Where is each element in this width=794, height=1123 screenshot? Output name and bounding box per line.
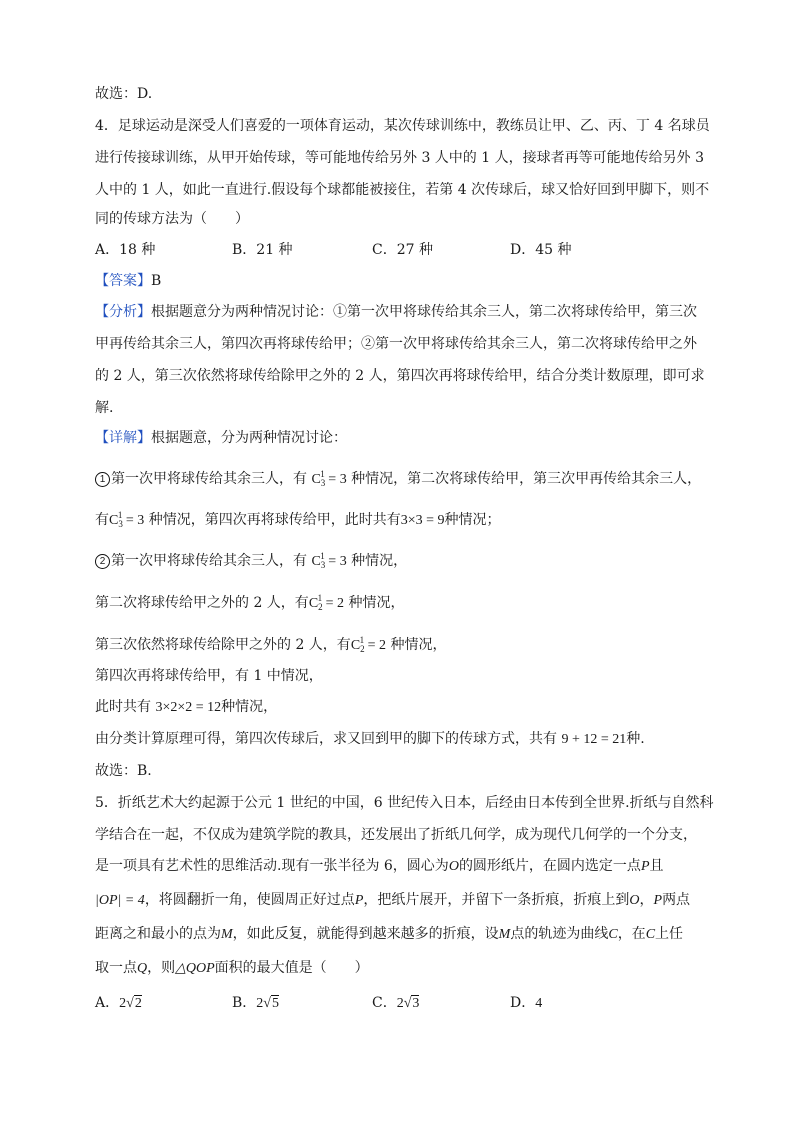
q4-analysis-line-1 — [95, 302, 697, 322]
var-c: C — [645, 927, 656, 942]
option-radicand: 2 — [134, 996, 142, 1011]
analysis-tag: 【分析】 — [95, 304, 151, 320]
combination-formula: $C_3^1 = 3$ — [311, 469, 347, 488]
q5-text: ，如此反复，就能得到越来越多的折痕，设 — [232, 926, 499, 942]
case2-text-e: 第三次依然将球传给除甲之外的 2 人，有 — [95, 637, 351, 653]
q5-stem-text-1: 折纸艺术大约起源于公元 1 世纪的中国，6 世纪传入日本，后经由日本传到全世界.折纸与自然科 — [117, 795, 714, 811]
formula-value: = 2 — [367, 638, 387, 653]
case2-text-b: 种情况， — [351, 553, 408, 569]
q5-text: 两点 — [662, 892, 691, 908]
option-label: A． — [95, 995, 120, 1011]
formula-value: = 3 — [328, 554, 347, 569]
case2-text-h: 此时共有 — [95, 699, 151, 715]
q4-answer-line — [95, 271, 161, 291]
q4-analysis-line-4: 解. — [95, 400, 114, 416]
q5-text: 且 — [649, 858, 664, 874]
q5-text: ，把纸片展开，并留下一条折痕，折痕上到 — [363, 892, 630, 908]
option-coef: 2 — [119, 996, 127, 1011]
var-o: O — [448, 859, 459, 874]
q4-detail-line — [95, 428, 347, 448]
op-length-formula: |OP| = 4 — [95, 893, 145, 908]
q5-text: ，将圆翻折一角，使圆周正好过点 — [144, 892, 355, 908]
q5-text: ， — [639, 892, 654, 908]
var-m: M — [498, 927, 511, 942]
q4-stem-text-1: 足球运动是深受人们喜爱的一项体育运动，某次传球训练中，教练员让甲、乙、丙、丁 4 名球员 — [117, 118, 710, 134]
q5-option-b — [232, 993, 279, 1014]
q5-stem-line-5 — [95, 924, 683, 945]
q5-text: 是一项具有艺术性的思维活动.现有一张半径为 6，圆心为 — [95, 858, 449, 874]
q5-number: 5． — [95, 795, 118, 811]
formula-value: = 3 — [125, 513, 145, 528]
q5-text: 取一点 — [95, 960, 137, 976]
option-label: C． — [372, 995, 397, 1011]
case2-text-c: 第二次将球传给甲之外的 2 人，有 — [95, 595, 309, 611]
detail-tag: 【详解】 — [95, 430, 151, 446]
q4-option-b: B．21 种 — [232, 242, 293, 258]
case2-text-d: 种情况， — [348, 595, 405, 611]
var-p: P — [640, 859, 650, 874]
option-radicand: 5 — [271, 996, 279, 1011]
formula-value: = 3 — [328, 472, 347, 487]
q4-final-answer: 故选：B. — [95, 763, 152, 779]
q4-analysis-line-3: 的 2 人，第三次依然将球传给除甲之外的 2 人，第四次再将球传给甲，结合分类计数原理，即可求 — [95, 368, 705, 384]
case2-line-4: 第四次再将球传给甲，有 1 中情况， — [95, 668, 323, 684]
q5-stem-line-6 — [95, 958, 369, 979]
option-coef: 2 — [256, 996, 264, 1011]
formula-value: = 2 — [325, 596, 345, 611]
sqrt-symbol: √ — [126, 996, 134, 1011]
sqrt-symbol: √ — [403, 996, 412, 1011]
q5-text: ，在 — [617, 926, 646, 942]
q4-option-a: A．18 种 — [95, 242, 156, 258]
q4-number: 4． — [95, 118, 118, 134]
var-c: C — [608, 927, 618, 942]
q4-answer: B — [151, 273, 162, 289]
q5-option-d — [510, 993, 542, 1014]
var-q: Q — [137, 961, 148, 976]
q4-stem-line-1 — [95, 116, 710, 136]
case1-text-c: 有 — [95, 512, 109, 528]
product-formula: 3×3 = 9 — [400, 513, 445, 528]
answer-tag: 【答案】 — [95, 273, 151, 289]
case1-text-a: 第一次甲将球传给其余三人，有 — [111, 471, 307, 487]
case2-text-a: 第一次甲将球传给其余三人，有 — [111, 553, 307, 569]
q5-text: ，则 — [147, 960, 176, 976]
triangle-qop: △QOP — [175, 961, 215, 976]
q5-text: 距离之和最小的点为 — [95, 926, 221, 942]
combination-formula: $C_2^1 = 2$ — [350, 635, 387, 654]
q4-stem-line-3: 人中的 1 人，如此一直进行.假设每个球都能被接住，若第 4 次传球后，球又恰好回到甲脚下，则不 — [95, 182, 710, 198]
q5-stem-line-4 — [95, 890, 690, 911]
circled-number-2: 2 — [95, 554, 110, 569]
q5-stem-line-1 — [95, 793, 714, 813]
circled-number-1: 1 — [95, 472, 110, 487]
case2-line-2 — [95, 588, 405, 617]
sqrt-symbol: √ — [263, 996, 271, 1011]
option-label: D． — [510, 995, 536, 1011]
q5-stem-line-3 — [95, 856, 664, 877]
var-o: O — [629, 893, 640, 908]
q4-stem-line-2: 进行传接球训练，从甲开始传球，等可能地传给另外 3 人中的 1 人，接球者再等可能地传给另外 3 — [95, 150, 704, 166]
case2-text-k: 种. — [626, 731, 645, 747]
prev-answer: 故选：D. — [95, 86, 153, 102]
combination-formula: $C_3^1 = 3$ — [311, 551, 347, 570]
case1-text-e: 种情况； — [444, 512, 501, 528]
q4-option-d: D．45 种 — [510, 242, 572, 258]
var-p: P — [653, 893, 663, 908]
case1-text-b: 种情况，第二次将球传给甲，第三次甲再传给其余三人， — [351, 471, 702, 487]
combination-formula: $C_2^1 = 2$ — [308, 593, 345, 612]
case2-text-f: 种情况， — [390, 637, 447, 653]
sum-formula: 9 + 12 = 21 — [561, 732, 627, 747]
case1-line-2 — [95, 505, 501, 534]
q4-analysis-line-2: 甲再传给其余三人，第四次再将球传给甲；②第一次甲将球传给其余三人，第二次将球传给甲之外 — [95, 336, 697, 352]
case2-line-1 — [95, 546, 407, 575]
var-m: M — [221, 927, 233, 942]
q5-option-a — [95, 993, 142, 1014]
combination-formula: $C_3^1 = 3$ — [109, 510, 145, 529]
q4-detail-intro: 根据题意，分为两种情况讨论： — [151, 430, 347, 446]
q4-stem-line-4: 同的传球方法为（ ） — [95, 211, 249, 227]
case2-line-5 — [95, 697, 277, 718]
q5-text: 面积的最大值是（ ） — [214, 960, 369, 976]
product-formula: 3×2×2 = 12 — [155, 700, 222, 715]
option-coef: 4 — [535, 996, 543, 1011]
q5-text: 的圆形纸片，在圆内选定一点 — [458, 858, 641, 874]
q5-option-c — [372, 993, 419, 1014]
q5-stem-line-2: 学结合在一起，不仅成为建筑学院的教具，还发展出了折纸几何学，成为现代几何学的一个分支， — [95, 827, 697, 843]
case1-text-d: 种情况，第四次再将球传给甲，此时共有 — [148, 512, 401, 528]
case2-line-6 — [95, 729, 645, 750]
case1-line-1 — [95, 464, 701, 493]
option-label: B． — [232, 995, 257, 1011]
q5-text: 点的轨迹为曲线 — [510, 926, 609, 942]
option-coef: 2 — [396, 996, 404, 1011]
var-p: P — [354, 893, 364, 908]
case2-line-3 — [95, 630, 447, 659]
q4-analysis-text-1: 根据题意分为两种情况讨论：①第一次甲将球传给其余三人，第二次将球传给甲，第三次 — [151, 304, 697, 320]
case2-text-i: 种情况， — [221, 699, 278, 715]
option-radicand: 3 — [412, 996, 420, 1011]
q5-text: 上任 — [655, 926, 684, 942]
case2-text-j: 由分类计算原理可得，第四次传球后，求又回到甲的脚下的传球方式，共有 — [95, 731, 557, 747]
q4-option-c: C．27 种 — [372, 242, 433, 258]
